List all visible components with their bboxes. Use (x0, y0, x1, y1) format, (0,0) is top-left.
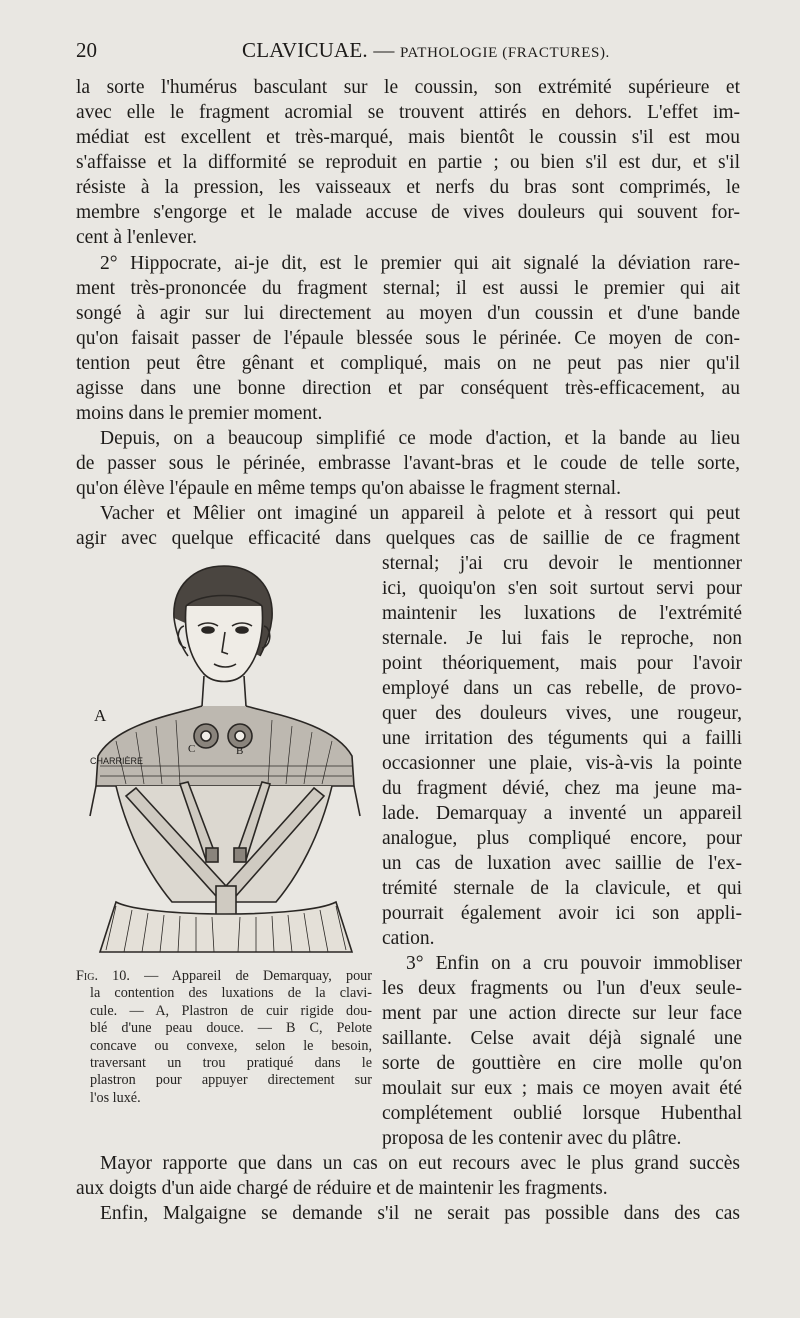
text-line: ment très-prononcée du fragment sternal; il est aussi le premier qui ait (76, 278, 740, 299)
text-line: cation. (382, 928, 435, 949)
text-line: qu'on faisait passer de l'épaule blessée sous le périnée. Ce moyen de con- (76, 328, 740, 349)
page-header (76, 38, 746, 68)
caption-line: plastron pour appuyer directement sur (90, 1072, 372, 1089)
text-line: du fragment dévié, chez ma jeune ma- (382, 778, 742, 799)
text-line: aux doigts d'un aide chargé de réduire et de maintenir les fragments. (76, 1178, 608, 1199)
text-line: agir avec quelque efficacité dans quelques cas de saillie de ce fragment (76, 528, 740, 549)
text-line: cent à l'enlever. (76, 227, 197, 248)
text-line: trémité sternale de la clavicule, et qui (382, 878, 742, 899)
text-line: médiat est excellent et très-marqué, mais bientôt le coussin s'il est mou (76, 127, 740, 148)
running-head-section: PATHOLOGIE (FRACTURES). (399, 45, 610, 61)
page-number: 20 (76, 38, 97, 62)
text-line: de passer sous le périnée, embrasse l'avant-bras et le coude de telle sorte, (76, 453, 740, 474)
text-line: sorte de gouttière en cire molle qu'on (382, 1053, 742, 1074)
caption-figure-number: Fig. 10. (76, 968, 130, 984)
figure-label-a: A (94, 706, 107, 725)
text-line: saillante. Celse avait déjà signalé une (382, 1028, 742, 1049)
figure-engraving (76, 556, 376, 976)
text-line: la sorte l'humérus basculant sur le coussin, son extrémité supérieure et (76, 77, 740, 98)
figure-label-b: B (236, 745, 244, 757)
bust-illustration (76, 556, 376, 966)
text-line: tention peut être gênant et compliqué, mais on ne peut pas nier qu'il (76, 353, 740, 374)
caption-line: concave ou convexe, selon le besoin, (90, 1037, 372, 1054)
caption-line: Fig. 10. — Appareil de Demarquay, pour (76, 968, 372, 984)
text-line: 3° Enfin on a cru pouvoir immobliser (406, 953, 742, 974)
text-line: analogue, plus compliqué encore, pour (382, 828, 742, 849)
text-line: moins dans le premier moment. (76, 403, 323, 424)
maker-mark: CHARRIÈRE (90, 756, 144, 766)
figure-caption (76, 968, 372, 1107)
text-line: complétement oublié lorsque Hubenthal (382, 1103, 742, 1124)
text-line: Vacher et Mêlier ont imaginé un appareil à pelote et à ressort qui peut (100, 503, 740, 524)
text-line: s'affaisse et la difformité se reproduit en partie ; ou bien s'il est dur, et s'il (76, 152, 740, 173)
text-line: sternal; j'ai cru devoir le mentionner (382, 553, 742, 574)
text-line: quer des douleurs vives, une rougeur, (382, 703, 742, 724)
text-line: les deux fragments ou l'un d'eux seule- (382, 978, 742, 999)
running-head-main: CLAVICUAE. — (242, 38, 400, 62)
text-line: maintenir les luxations de l'extrémité (382, 603, 742, 624)
text-line: membre s'engorge et le malade accuse de vives douleurs qui souvent for- (76, 202, 740, 223)
caption-line: la contention des luxations de la clavi- (90, 985, 372, 1002)
text-line: sternale. Je lui fais le reproche, non (382, 628, 742, 649)
caption-line: cule. — A, Plastron de cuir rigide dou- (90, 1002, 372, 1019)
text-line: une irritation des téguments qui a failli (382, 728, 742, 749)
text-line: Depuis, on a beaucoup simplifié ce mode d'action, et la bande au lieu (100, 428, 740, 449)
text-line: proposa de les contenir avec du plâtre. (382, 1128, 682, 1149)
text-line: 2° Hippocrate, ai-je dit, est le premier qui ait signalé la déviation rare- (100, 253, 740, 274)
caption-line: traversant un trou pratiqué dans le (90, 1055, 372, 1072)
text-line: qu'on élève l'épaule en même temps qu'on abaisse le fragment sternal. (76, 478, 621, 499)
text-line: Mayor rapporte que dans un cas on eut recours avec le plus grand succès (100, 1153, 740, 1174)
text-line: un cas de luxation avec saillie de l'ex- (382, 853, 742, 874)
figure-label-c: C (188, 743, 196, 755)
text-line: moulait sur eux ; mais ce moyen avait été (382, 1078, 742, 1099)
text-line: point théoriquement, mais pour l'avoir (382, 653, 742, 674)
text-line: résiste à la pression, les vaisseaux et nerfs du bras sont comprimés, le (76, 177, 740, 198)
text-line: employé dans un cas rebelle, de provo- (382, 678, 742, 699)
text-line: Enfin, Malgaigne se demande s'il ne serait pas possible dans des cas (100, 1203, 740, 1224)
text-line: occasionner une plaie, vis-à-vis la pointe (382, 753, 742, 774)
text-line: ici, quoiqu'on s'en soit surtout servi pour (382, 578, 742, 599)
caption-line: blé d'une peau douce. — B C, Pelote (90, 1020, 372, 1037)
text-line: agisse dans une bonne direction et par conséquent très-efficacement, au (76, 378, 740, 399)
running-head (242, 38, 610, 63)
text-line: avec elle le fragment acromial se trouvent attirés en dehors. L'effet im- (76, 102, 740, 123)
caption-line: l'os luxé. (90, 1089, 141, 1106)
text-line: pourrait également avoir ici son appli- (382, 903, 742, 924)
text-line: lade. Demarquay a inventé un appareil (382, 803, 742, 824)
text-line: songé à agir sur lui directement au moyen d'un coussin et d'une bande (76, 303, 740, 324)
text-line: ment par une action directe sur leur face (382, 1003, 742, 1024)
